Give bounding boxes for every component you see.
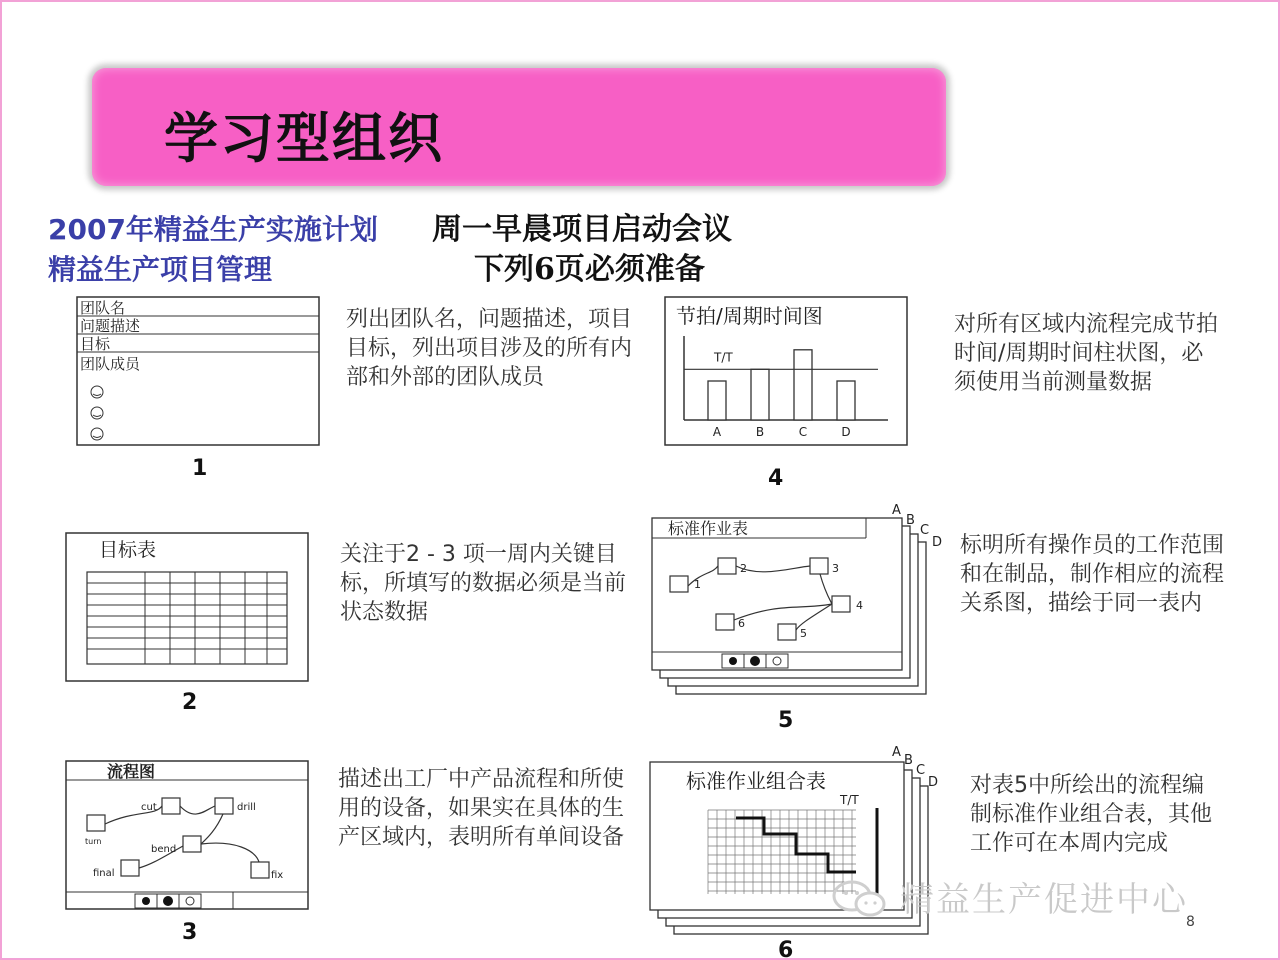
- watermark-text: 精益生产促进中心: [900, 880, 1188, 920]
- step-label-3: 3: [832, 562, 839, 575]
- team-form-thumbnail: [76, 296, 322, 448]
- table-letter-b: B: [904, 753, 913, 768]
- tick-label-c: C: [798, 425, 808, 439]
- panel-desc-6: 对表5中所绘出的流程编制标准作业组合表，其他工作可在本周内完成: [970, 773, 1213, 856]
- page-number: 8: [1186, 914, 1195, 930]
- panel-number-2: 2: [182, 690, 198, 715]
- chart-title: 节拍/周期时间图: [676, 304, 823, 328]
- step-label-2: 2: [740, 562, 747, 575]
- panel-desc-3: 描述出工厂中产品流程和所使用的设备，如果实在具体的生产区域内，表明所有单间设备: [338, 767, 625, 850]
- panel-number-1: 1: [192, 456, 208, 481]
- combination-table-title: 标准作业组合表: [686, 769, 826, 793]
- panel-desc-1: 列出团队名，问题描述，项目目标，列出项目涉及的所有内部和外部的团队成员: [346, 307, 633, 390]
- field-goal: 目标: [80, 335, 111, 353]
- bar-c: [794, 350, 812, 420]
- goal-table-thumbnail: [65, 532, 311, 684]
- table-letter-a: A: [892, 745, 901, 760]
- bar-a: [708, 381, 726, 420]
- title-banner: [92, 68, 946, 186]
- takt-time-label: T/T: [714, 350, 733, 365]
- sheet-letter-a: A: [892, 503, 901, 518]
- field-members: 团队成员: [80, 355, 141, 373]
- bar-b: [751, 369, 769, 420]
- flow-chart-title: 流程图: [107, 762, 156, 781]
- bar-d: [837, 381, 855, 420]
- page-title: 学习型组织: [164, 107, 444, 170]
- panel-number-5: 5: [778, 708, 794, 733]
- panel-number-4: 4: [768, 466, 784, 491]
- table-letter-c: C: [916, 763, 926, 778]
- panel-number-3: 3: [182, 920, 198, 945]
- wechat-icon: [830, 876, 892, 922]
- node-label-final: final: [93, 868, 115, 879]
- plan-heading: 2007年精益生产实施计划: [48, 213, 378, 246]
- flow-chart-thumbnail: [65, 760, 311, 914]
- cycle-time-chart-thumbnail: [664, 296, 910, 448]
- panel-number-6: 6: [778, 938, 794, 960]
- step-label-6: 6: [738, 617, 745, 630]
- node-label-fix: fix: [271, 870, 284, 881]
- project-heading: 精益生产项目管理: [48, 253, 273, 286]
- meeting-heading: 周一早晨项目启动会议: [432, 212, 732, 247]
- node-label-turn: turn: [85, 837, 102, 846]
- panel-desc-2: 关注于2 - 3 项一周内关键目标，所填写的数据必须是当前状态数据: [340, 542, 627, 625]
- panel-desc-5: 标明所有操作员的工作范围和在制品，制作相应的流程关系图，描绘于同一表内: [960, 533, 1225, 616]
- field-team-name: 团队名: [80, 299, 126, 317]
- step-label-4: 4: [856, 599, 863, 612]
- node-label-bend: bend: [151, 844, 177, 855]
- tick-label-a: A: [712, 425, 722, 439]
- step-label-1: 1: [694, 578, 701, 591]
- step-label-5: 5: [800, 627, 807, 640]
- standard-work-sheet-thumbnail: [650, 502, 946, 702]
- pages-heading: 下列6页必须准备: [474, 252, 705, 287]
- sheet-letter-c: C: [920, 523, 930, 538]
- node-label-cut: cut: [141, 802, 157, 813]
- panel-desc-4: 对所有区域内流程完成节拍时间/周期时间柱状图，必须使用当前测量数据: [954, 312, 1219, 395]
- goal-table-title: 目标表: [99, 539, 157, 561]
- sheet-title: 标准作业表: [668, 519, 749, 538]
- tick-label-b: B: [755, 425, 765, 439]
- field-problem: 问题描述: [80, 317, 141, 335]
- sheet-letter-d: D: [932, 535, 943, 550]
- table-letter-d: D: [928, 775, 939, 790]
- node-label-drill: drill: [237, 802, 256, 813]
- sheet-letter-b: B: [906, 513, 915, 528]
- combination-tt-label: T/T: [840, 793, 859, 807]
- tick-label-d: D: [841, 425, 851, 439]
